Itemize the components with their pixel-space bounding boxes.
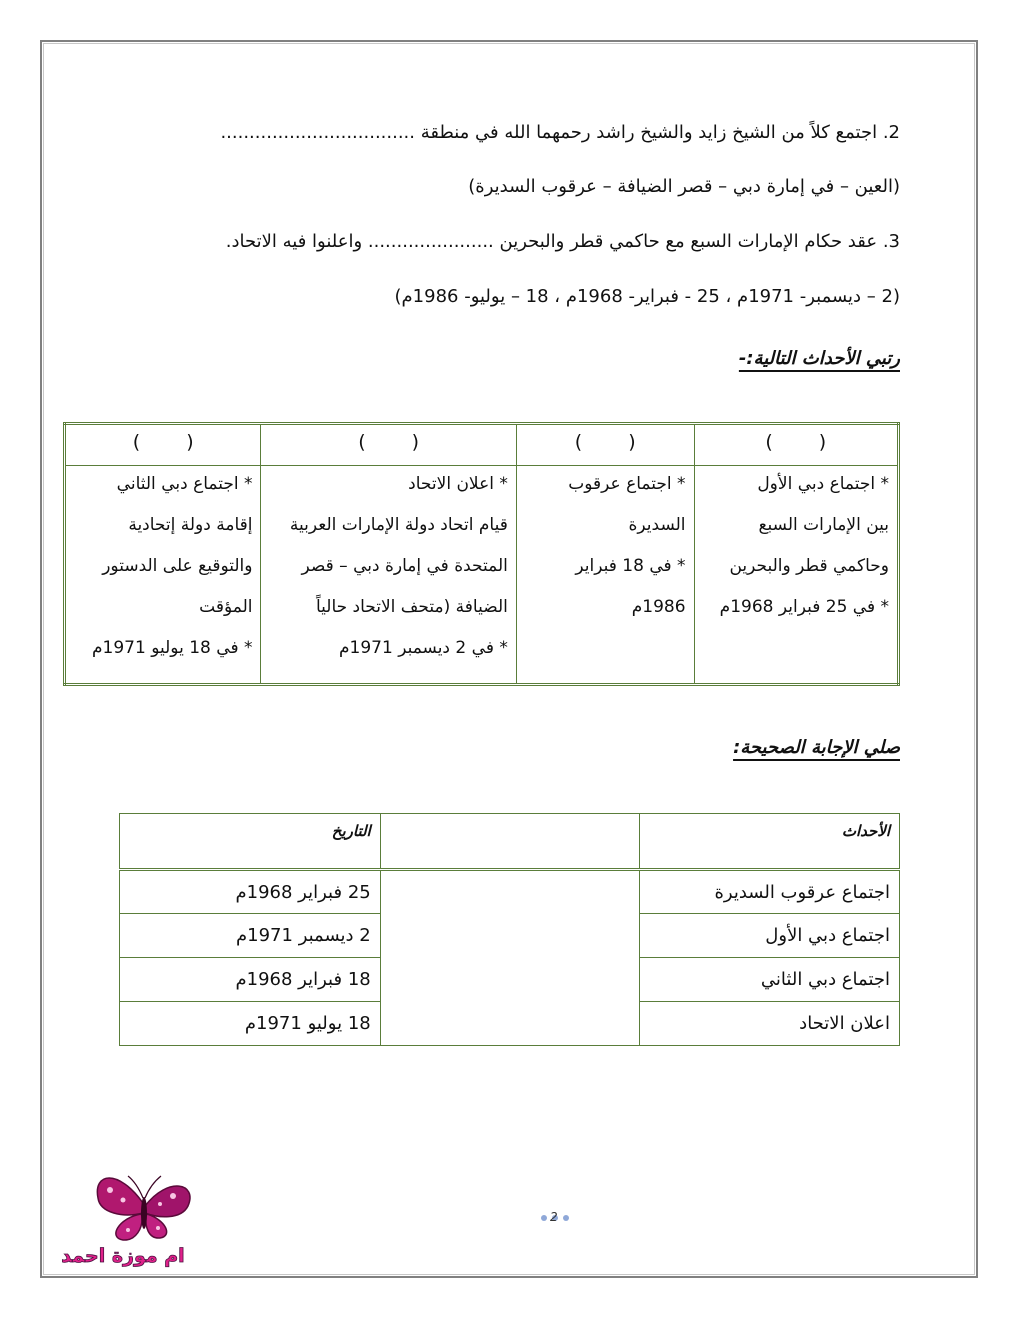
event-line: السديرة xyxy=(628,515,686,535)
event-line: * في 18 يوليو 1971م xyxy=(92,638,253,658)
event-line: * في 2 ديسمبر 1971م xyxy=(339,638,508,658)
event-line: إقامة دولة إتحادية xyxy=(128,515,253,535)
event-line: والتوقيع على الدستور xyxy=(102,556,253,576)
page-number: 2 xyxy=(550,1210,558,1224)
event-cell-dubai-first xyxy=(694,466,898,685)
event-line: * في 25 فبراير 1968م xyxy=(719,597,889,617)
event-line: بين الإمارات السبع xyxy=(758,515,889,535)
order-blank-1[interactable]: ( ) xyxy=(694,424,898,466)
event-cell-arqoub xyxy=(516,466,694,685)
butterfly-icon xyxy=(97,1176,190,1240)
matching-table xyxy=(119,813,900,1046)
matching-heading: صلي الإجابة الصحيحة: xyxy=(733,737,900,758)
ordering-heading: رتبي الأحداث التالية:- xyxy=(738,348,900,369)
event-line: * اعلان الاتحاد xyxy=(408,474,508,494)
question-3-choices: (2 – ديسمبر- 1971م ، 25 - فبراير- 1968م ، 18 – يوليو- 1986م) xyxy=(394,286,900,307)
event-line: * في 18 فبراير xyxy=(575,556,686,576)
event-cell-union-declaration xyxy=(261,466,516,685)
event-item[interactable]: اجتماع دبي الأول xyxy=(640,914,900,958)
event-item[interactable]: اجتماع دبي الثاني xyxy=(640,958,900,1002)
event-line: قيام اتحاد دولة الإمارات العربية xyxy=(289,515,508,535)
question-3: 3. عقد حكام الإمارات السبع مع حاكمي قطر والبحرين ...................... واعلنوا فيه الاتحاد. xyxy=(225,231,900,252)
order-blank-2[interactable]: ( ) xyxy=(516,424,694,466)
order-blank-4[interactable]: ( ) xyxy=(65,424,261,466)
header-events: الأحداث xyxy=(640,814,900,870)
event-line: * اجتماع دبي الأول xyxy=(757,474,889,494)
event-line: المتحدة في إمارة دبي – قصر xyxy=(301,556,508,576)
date-item[interactable]: 2 ديسمبر 1971م xyxy=(120,914,381,958)
event-line: الضيافة (متحف الاتحاد حالياً xyxy=(315,597,508,617)
question-2-choices: (العين – في إمارة دبي – قصر الضيافة – عرقوب السديرة) xyxy=(468,176,900,197)
date-item[interactable]: 25 فبراير 1968م xyxy=(120,870,381,914)
header-spacer xyxy=(380,814,640,870)
ordering-table xyxy=(63,422,900,686)
event-item[interactable]: اعلان الاتحاد xyxy=(640,1002,900,1046)
butterfly-logo-icon xyxy=(48,1168,198,1268)
event-cell-dubai-second xyxy=(65,466,261,685)
event-item[interactable]: اجتماع عرقوب السديرة xyxy=(640,870,900,914)
date-item[interactable]: 18 يوليو 1971م xyxy=(120,1002,381,1046)
event-line: المؤقت xyxy=(199,597,253,617)
date-item[interactable]: 18 فبراير 1968م xyxy=(120,958,381,1002)
order-blank-3[interactable]: ( ) xyxy=(261,424,516,466)
event-line: وحاكمي قطر والبحرين xyxy=(729,556,889,576)
question-2: 2. اجتمع كلاً من الشيخ زايد والشيخ راشد رحمهما الله في منطقة .................................. xyxy=(220,122,900,143)
event-line: * اجتماع عرقوب xyxy=(568,474,686,494)
event-line: 1986م xyxy=(631,597,686,617)
logo-text: ام موزة احمد xyxy=(61,1245,185,1267)
header-date: التاريخ xyxy=(120,814,381,870)
event-line: * اجتماع دبي الثاني xyxy=(116,474,253,494)
matching-blank-column xyxy=(380,870,640,1046)
